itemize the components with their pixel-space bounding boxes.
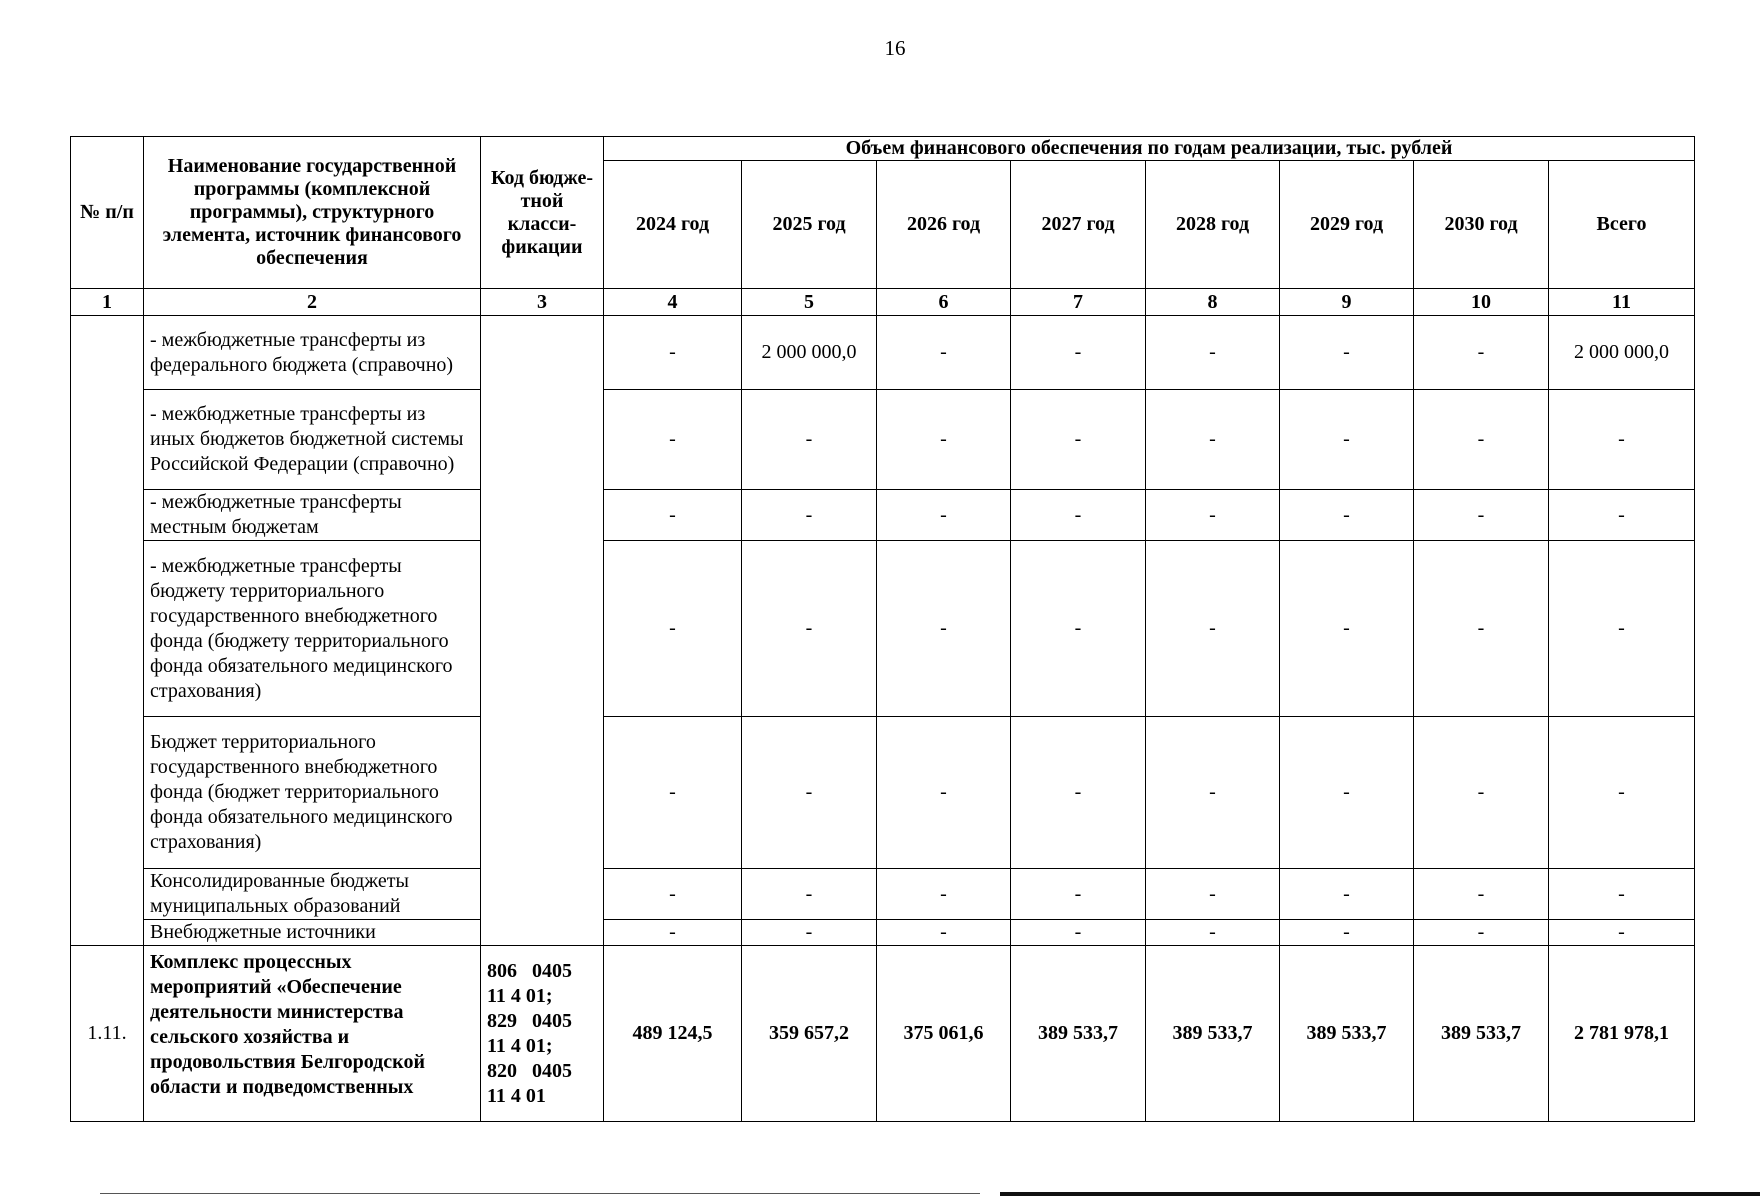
row-value-total: - [1549,869,1695,920]
column-number: 6 [877,289,1011,316]
row-name: - межбюджетные трансферты из иных бюджетов бюджетной системы Российской Федерации (справочно) [144,390,481,490]
header-col-volume: Объем финансового обеспечения по годам реализации, тыс. рублей [604,137,1695,161]
column-number: 11 [1549,289,1695,316]
header-col-code: Код бюдже-тной класси-фикации [481,137,604,289]
row-value-2029: - [1280,490,1414,541]
row-value-2025: - [742,490,877,541]
row-value-total: - [1549,717,1695,869]
row-value-2030: - [1414,717,1549,869]
header-year-2029: 2029 год [1280,161,1414,289]
row-value-2028: - [1146,717,1280,869]
row-value-2027: - [1011,541,1146,717]
code-line: 11 4 01; [487,984,553,1007]
column-number: 7 [1011,289,1146,316]
row-value-2025: - [742,717,877,869]
row-value-2026: - [877,717,1011,869]
item-value-2027: 389 533,7 [1011,946,1146,1122]
item-value-2024: 489 124,5 [604,946,742,1122]
column-number: 4 [604,289,742,316]
row-value-2026: - [877,390,1011,490]
row-value-2027: - [1011,390,1146,490]
row-value-total: - [1549,920,1695,946]
row-value-2026: - [877,490,1011,541]
table-row [71,869,1695,920]
row-value-2024: - [604,390,742,490]
scan-edge-line [100,1193,980,1194]
row-value-2030: - [1414,490,1549,541]
table-row [71,541,1695,717]
code-line: 11 4 01 [487,1084,546,1107]
row-value-2028: - [1146,490,1280,541]
item-value-2028: 389 533,7 [1146,946,1280,1122]
column-number: 1 [71,289,144,316]
row-value-2030: - [1414,316,1549,390]
code-line: 806 0405 [487,959,572,982]
row-value-total: - [1549,490,1695,541]
row-name: Бюджет территориального государственного внебюджетного фонда (бюджет территориального фонда обязательного медицинского страхования) [144,717,481,869]
row-value-2028: - [1146,390,1280,490]
table-row-item [71,946,1695,1122]
row-value-total: - [1549,541,1695,717]
row-value-2025: 2 000 000,0 [742,316,877,390]
header-year-2030: 2030 год [1414,161,1549,289]
scan-edge-line [1000,1192,1760,1196]
row-value-2025: - [742,869,877,920]
row-index-empty [71,316,144,946]
row-value-2024: - [604,717,742,869]
row-value-2025: - [742,390,877,490]
row-value-2028: - [1146,869,1280,920]
row-value-2024: - [604,541,742,717]
column-number: 8 [1146,289,1280,316]
row-value-2029: - [1280,390,1414,490]
header-year-2028: 2028 год [1146,161,1280,289]
header-total: Всего [1549,161,1695,289]
row-name: Внебюджетные источники [144,920,481,946]
code-line: 11 4 01; [487,1034,553,1057]
row-value-2029: - [1280,717,1414,869]
header-year-2026: 2026 год [877,161,1011,289]
row-value-2029: - [1280,541,1414,717]
header-year-2027: 2027 год [1011,161,1146,289]
row-value-2027: - [1011,717,1146,869]
column-number: 3 [481,289,604,316]
row-value-2025: - [742,541,877,717]
row-value-2030: - [1414,390,1549,490]
item-value-2025: 359 657,2 [742,946,877,1122]
row-name: - межбюджетные трансферты бюджету территориального государственного внебюджетного фонда (бюджету территориального фонда обязательного медицинского страхования) [144,541,481,717]
row-value-2027: - [1011,490,1146,541]
item-value-2026: 375 061,6 [877,946,1011,1122]
row-value-2029: - [1280,920,1414,946]
table-row [71,316,1695,390]
row-code-empty [481,316,604,946]
row-value-2026: - [877,869,1011,920]
row-value-2025: - [742,920,877,946]
table-row [71,717,1695,869]
row-value-2026: - [877,541,1011,717]
row-value-2029: - [1280,316,1414,390]
row-value-2030: - [1414,541,1549,717]
item-name: Комплекс процессных мероприятий «Обеспечение деятельности министерства сельского хозяйства и продовольствия Белгородской области и подведомственных [144,946,481,1122]
row-value-2030: - [1414,920,1549,946]
row-value-2030: - [1414,869,1549,920]
item-index: 1.11. [71,946,144,1122]
row-name: - межбюджетные трансферты местным бюджетам [144,490,481,541]
code-line: 820 0405 [487,1059,572,1082]
row-value-2026: - [877,316,1011,390]
row-value-2026: - [877,920,1011,946]
code-line: 829 0405 [487,1009,572,1032]
row-name: Консолидированные бюджеты муниципальных образований [144,869,481,920]
header-year-2025: 2025 год [742,161,877,289]
item-value-total: 2 781 978,1 [1549,946,1695,1122]
row-value-2027: - [1011,869,1146,920]
financing-table [70,136,1695,1122]
row-value-2024: - [604,490,742,541]
column-number: 10 [1414,289,1549,316]
page-number: 16 [884,36,906,60]
item-value-2030: 389 533,7 [1414,946,1549,1122]
item-value-2029: 389 533,7 [1280,946,1414,1122]
row-value-2024: - [604,316,742,390]
table-row [71,390,1695,490]
row-value-2024: - [604,920,742,946]
header-year-2024: 2024 год [604,161,742,289]
row-value-total: 2 000 000,0 [1549,316,1695,390]
row-value-2028: - [1146,541,1280,717]
table-row [71,920,1695,946]
header-col-num: № п/п [71,137,144,289]
row-value-2027: - [1011,316,1146,390]
row-name: - межбюджетные трансферты из федерального бюджета (справочно) [144,316,481,390]
row-value-2029: - [1280,869,1414,920]
row-value-2028: - [1146,316,1280,390]
header-col-name: Наименование государственной программы (комплексной программы), структурного элемента, источник финансового обеспечения [144,137,481,289]
column-number: 2 [144,289,481,316]
column-number-row [71,289,1695,316]
row-value-total: - [1549,390,1695,490]
row-value-2024: - [604,869,742,920]
table-row [71,490,1695,541]
column-number: 9 [1280,289,1414,316]
column-number: 5 [742,289,877,316]
item-code [481,946,604,1122]
row-value-2027: - [1011,920,1146,946]
row-value-2028: - [1146,920,1280,946]
